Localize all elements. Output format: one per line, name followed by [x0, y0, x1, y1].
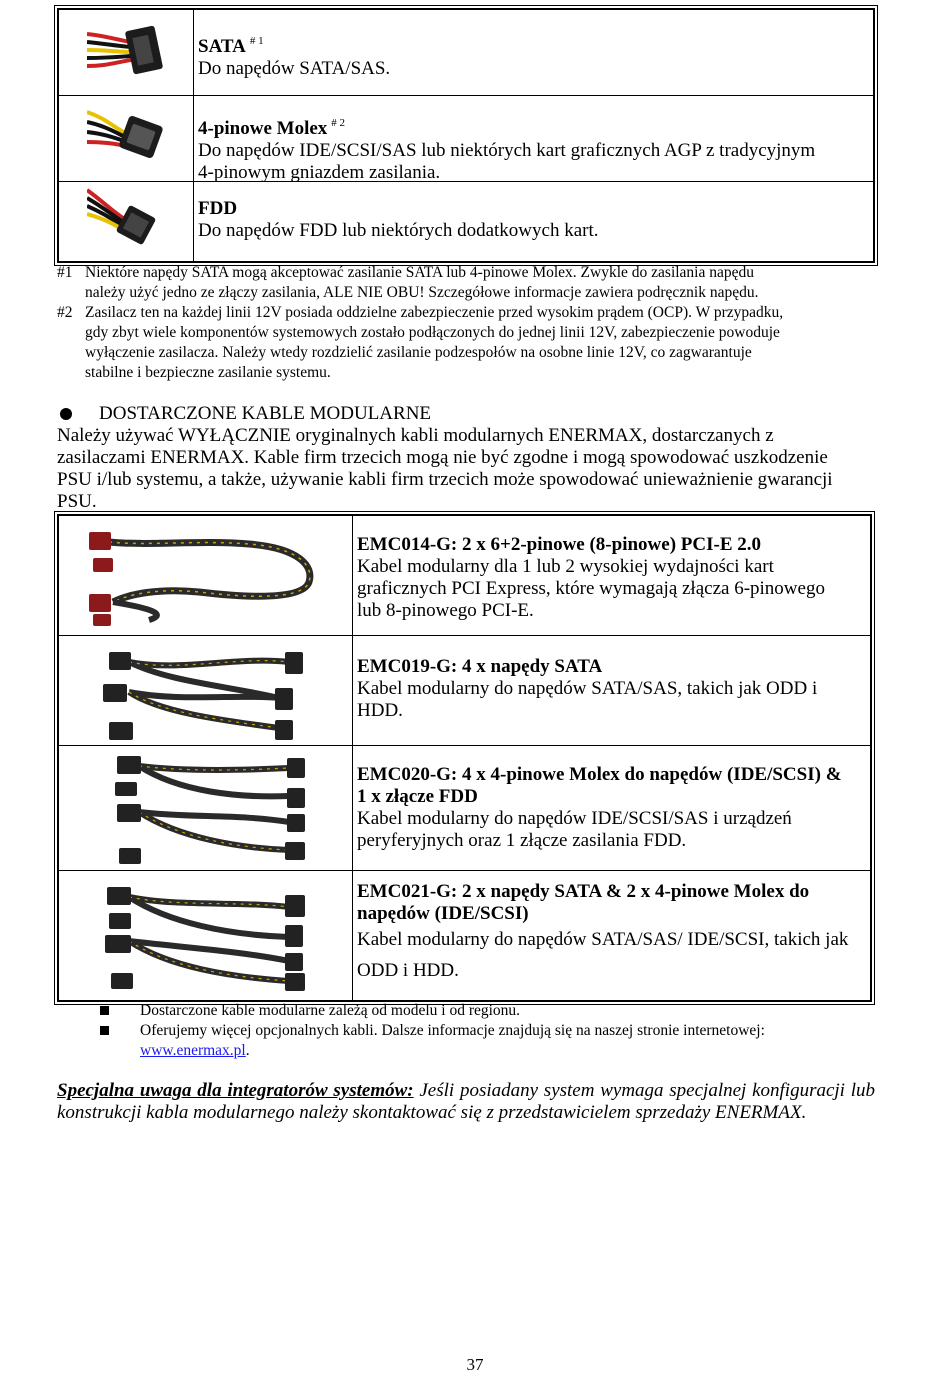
footnote-mark: #1 — [57, 264, 73, 281]
footnote-line: należy użyć jedno ze złączy zasilania, ALE NIE OBU! Szczegółowe informacje zawiera podręcznik napędu. — [85, 284, 759, 301]
pcie-cable-image — [89, 522, 319, 628]
cable-title: EMC019-G: 4 x napędy SATA — [357, 656, 603, 677]
cable-row-emc021 — [59, 871, 870, 1000]
connector-title: 4-pinowe Molex $^{\# 2}$ — [198, 117, 346, 139]
cable-desc-line: graficznych PCI Express, które wymagają złącza 6-pinowego — [357, 578, 825, 599]
connector-text-sata — [198, 30, 390, 80]
connector-text-molex — [198, 112, 815, 184]
cable-desc-line: Kabel modularny do napędów SATA/SAS/ IDE/SCSI, takich jak — [357, 929, 849, 950]
footnote-line: stabilne i bezpieczne zasilanie systemu. — [85, 364, 331, 381]
molex-connector-image — [87, 100, 171, 174]
cables-table — [57, 514, 872, 1002]
section-paragraph — [57, 425, 847, 513]
paragraph-line: PSU i/lub systemu, a także, używanie kabli firm trzecich może spowodować unieważnienie gwarancji — [57, 469, 833, 490]
footnote-line: Niektóre napędy SATA mogą akceptować zasilanie SATA lub 4-pinowe Molex. Zwykle do zasilania napędu — [85, 264, 755, 281]
footnote-body — [85, 303, 872, 383]
connector-image-cell — [59, 96, 194, 181]
cable-desc-line: Kabel modularny do napędów IDE/SCSI/SAS i urządzeń — [357, 808, 792, 829]
cable-desc-line: HDD. — [357, 700, 403, 721]
connector-row-sata — [59, 10, 873, 96]
cable-row-emc020 — [59, 746, 870, 871]
special-note — [57, 1080, 875, 1124]
cable-row-emc019 — [59, 636, 870, 746]
sata-connector-image — [87, 14, 171, 88]
cable-title-line: EMC020-G: 4 x 4-pinowe Molex do napędów (IDE/SCSI) & — [357, 764, 842, 785]
paragraph-line: Należy używać WYŁĄCZNIE oryginalnych kabli modularnych ENERMAX, dostarczanych z — [57, 425, 774, 446]
cable-desc-line: Kabel modularny dla 1 lub 2 wysokiej wydajności kart — [357, 556, 774, 577]
connector-desc: Do napędów SATA/SAS. — [198, 58, 391, 79]
sata-molex-cable-image — [89, 877, 319, 993]
connector-table — [57, 8, 875, 263]
enermax-website-link[interactable]: www.enermax.pl — [140, 1042, 246, 1059]
cable-text — [357, 534, 862, 622]
square-bullet-icon — [100, 1026, 109, 1035]
note-text-after: . — [245, 1042, 250, 1059]
connector-image-cell — [59, 182, 194, 261]
cable-image-cell — [59, 871, 353, 1000]
bullet-dot-icon — [60, 408, 72, 420]
connector-text-fdd — [198, 198, 599, 242]
sata-cable-image — [89, 642, 319, 742]
note-text-main: Oferujemy więcej opcjonalnych kabli. Dalsze informacje znajdują się na naszej stronie internetowej: — [140, 1022, 765, 1039]
cable-title-line: EMC021-G: 2 x napędy SATA & 2 x 4-pinowe Molex do — [357, 881, 810, 902]
connector-desc: Do napędów FDD lub niektórych dodatkowych kart. — [198, 220, 599, 241]
cable-text — [357, 881, 862, 982]
connector-title: SATA $^{\# 1}$ — [198, 35, 264, 57]
footnote-line: Zasilacz ten na każdej linii 12V posiada oddzielne zabezpieczenie przed wysokim prądem (OCP). W przypadku, — [85, 304, 784, 321]
cable-image-cell — [59, 516, 353, 635]
cable-desc-line: Kabel modularny do napędów SATA/SAS, takich jak ODD i — [357, 678, 818, 699]
cable-desc-line: ODD i HDD. — [357, 960, 459, 981]
connector-image-cell — [59, 10, 194, 95]
fdd-connector-image — [87, 186, 171, 260]
page-number: 37 — [466, 1355, 484, 1374]
cable-text — [357, 656, 862, 722]
footnote-mark: #2 — [57, 304, 73, 321]
section-heading: DOSTARCZONE KABLE MODULARNE — [99, 403, 432, 424]
cable-desc-line: peryferyjnych oraz 1 złącze zasilania FDD. — [357, 830, 687, 851]
connector-row-fdd — [59, 182, 873, 261]
connector-row-molex — [59, 96, 873, 182]
cable-image-cell — [59, 636, 353, 745]
paragraph-line: zasilaczami ENERMAX. Kable firm trzecich mogą nie być zgodne i mogą spowodować uszkodzenie — [57, 447, 828, 468]
molex-fdd-cable-image — [89, 752, 319, 867]
cable-text — [357, 764, 862, 852]
cable-title: EMC014-G: 2 x 6+2-pinowe (8-pinowe) PCI-E 2.0 — [357, 534, 762, 555]
connector-desc-line: Do napędów IDE/SCSI/SAS lub niektórych kart graficznych AGP z tradycyjnym — [198, 140, 816, 161]
footnote-line: gdy zbyt wiele komponentów systemowych zostało podłączonych do jednej linii 12V, zabezpieczenie powoduje — [85, 324, 780, 341]
cable-title-line: napędów (IDE/SCSI) — [357, 903, 529, 924]
special-note-text: Jeśli posiadany system wymaga specjalnej konfiguracji lub konstrukcji kabla modularnego należy skontaktować się z przedstawicielem sprzedaży ENERMAX. — [57, 1080, 875, 1123]
cable-row-emc014 — [59, 516, 870, 636]
connector-title: FDD — [198, 198, 238, 219]
connector-desc-line: 4-pinowym gniazdem zasilania. — [198, 162, 441, 183]
footnote-body — [85, 263, 872, 303]
paragraph-line: PSU. — [57, 491, 97, 512]
cable-desc-line: lub 8-pinowego PCI-E. — [357, 600, 534, 621]
note-text: Dostarczone kable modularne zależą od modelu i od regionu. — [140, 1002, 521, 1019]
special-note-label: Specjalna uwaga dla integratorów systemów: — [57, 1080, 414, 1101]
cable-title-line: 1 x złącze FDD — [357, 786, 478, 807]
note-text — [140, 1021, 860, 1061]
cable-image-cell — [59, 746, 353, 870]
square-bullet-icon — [100, 1006, 109, 1015]
footnote-line: wyłączenie zasilacza. Należy wtedy rozdzielić zasilanie podzespołów na osobne linie 12V, co zagwarantuje — [85, 344, 752, 361]
